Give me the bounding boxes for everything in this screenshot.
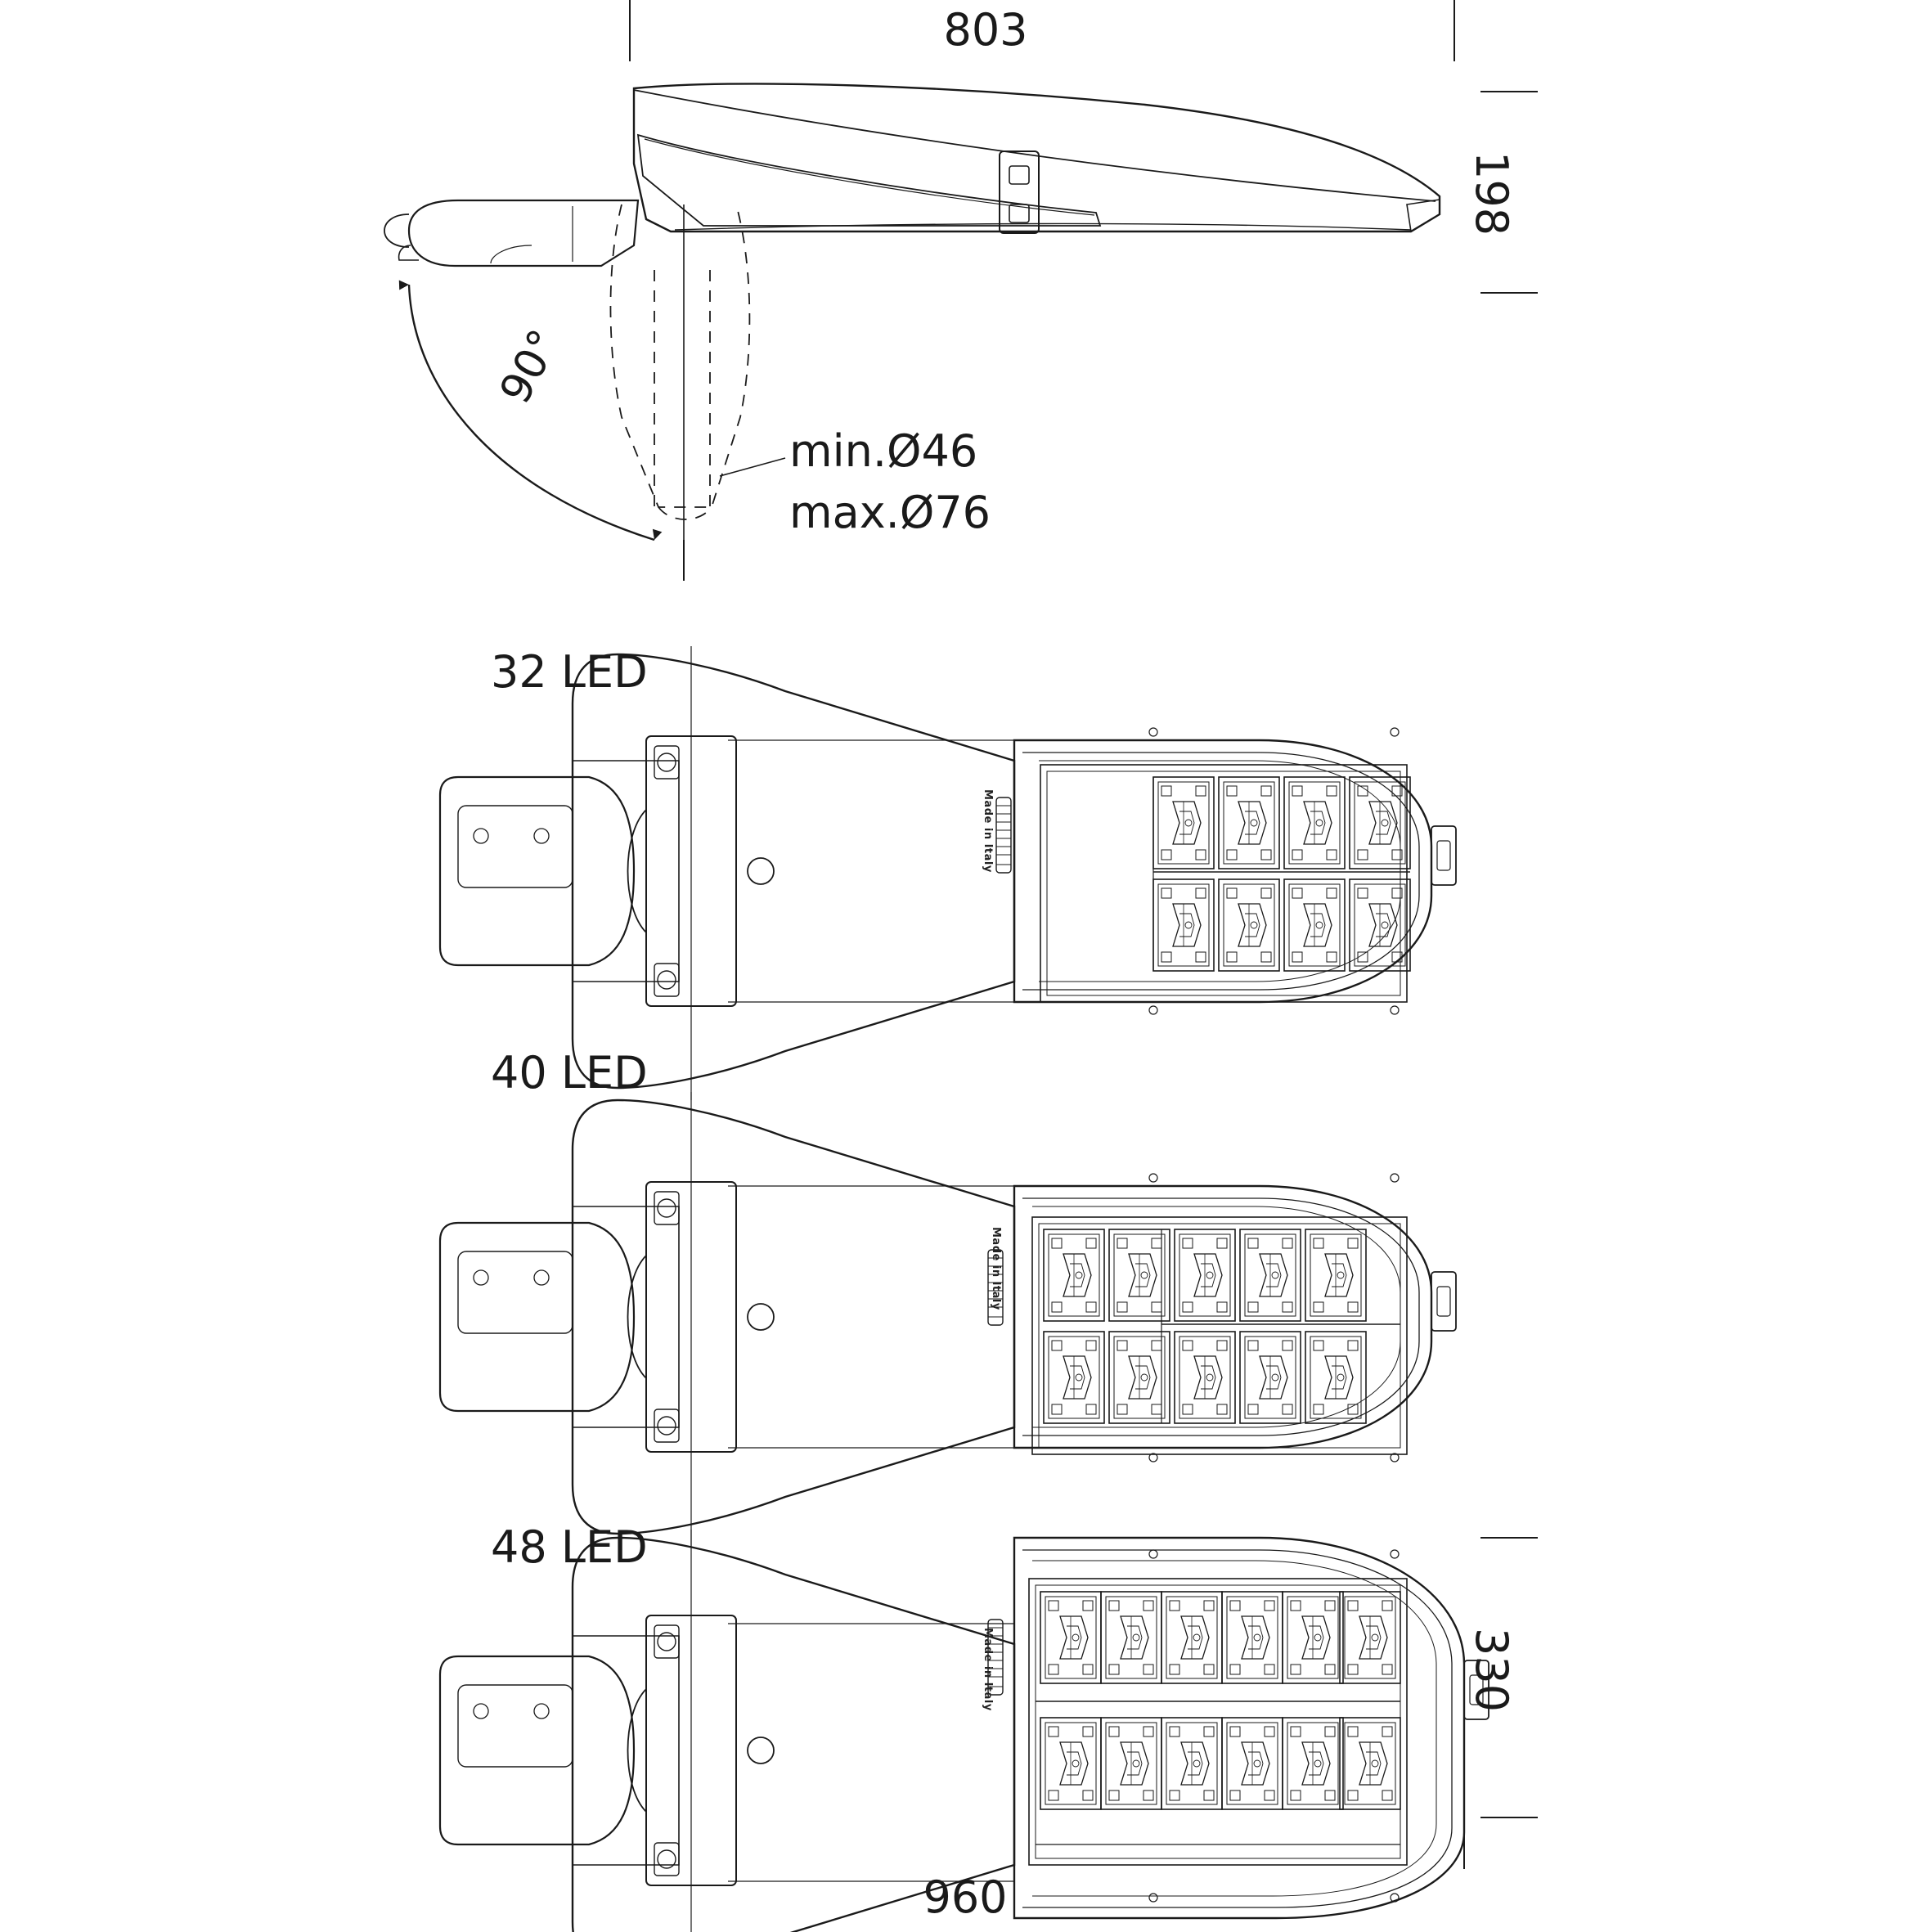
pole-clamp-32 (628, 736, 775, 1006)
dimension-pole-min: min.Ø46 (789, 425, 978, 477)
body-outline-40 (573, 1100, 1014, 1534)
label-40-led: 40 LED (491, 1047, 648, 1099)
latch-block (1000, 151, 1039, 233)
housing-outline (634, 83, 1440, 231)
dimension-width-960: 960 (923, 1871, 1008, 1923)
led-grid-32 (1153, 777, 1410, 971)
made-in-italy-marking-40: Made in Italy (990, 1227, 1002, 1310)
dimension-height-198: 198 (1466, 151, 1517, 236)
dimension-tilt-angle: 90° (491, 321, 570, 412)
dimension-length-803: 803 (943, 4, 1028, 56)
led-grid-40 (1044, 1229, 1400, 1423)
made-in-italy-marking-48: Made in Italy (982, 1628, 994, 1711)
tilt-arc (409, 285, 654, 540)
diameter-leader (720, 458, 785, 476)
body-outline-32 (573, 654, 1014, 1088)
view-plan-40-led (440, 1092, 1456, 1546)
dimension-lines (630, 0, 1538, 1869)
bracket-arm (409, 200, 638, 266)
dimension-pole-max: max.Ø76 (789, 487, 991, 538)
view-plan-32-led (440, 646, 1456, 1100)
head-outline-40 (1014, 1186, 1431, 1448)
label-32-led: 32 LED (491, 646, 648, 698)
led-grid-48 (1036, 1592, 1400, 1844)
dimension-height-330: 330 (1466, 1628, 1517, 1713)
made-in-italy-marking-32: Made in Italy (982, 789, 994, 873)
pole-clamp-48 (628, 1615, 775, 1885)
pole-clamp-40 (628, 1182, 775, 1452)
head-outline-32 (1014, 740, 1431, 1002)
gear-tray-outline (638, 135, 1100, 226)
pole-dashed (610, 204, 749, 519)
head-outline-48 (1014, 1538, 1464, 1918)
label-48-led: 48 LED (491, 1521, 648, 1573)
